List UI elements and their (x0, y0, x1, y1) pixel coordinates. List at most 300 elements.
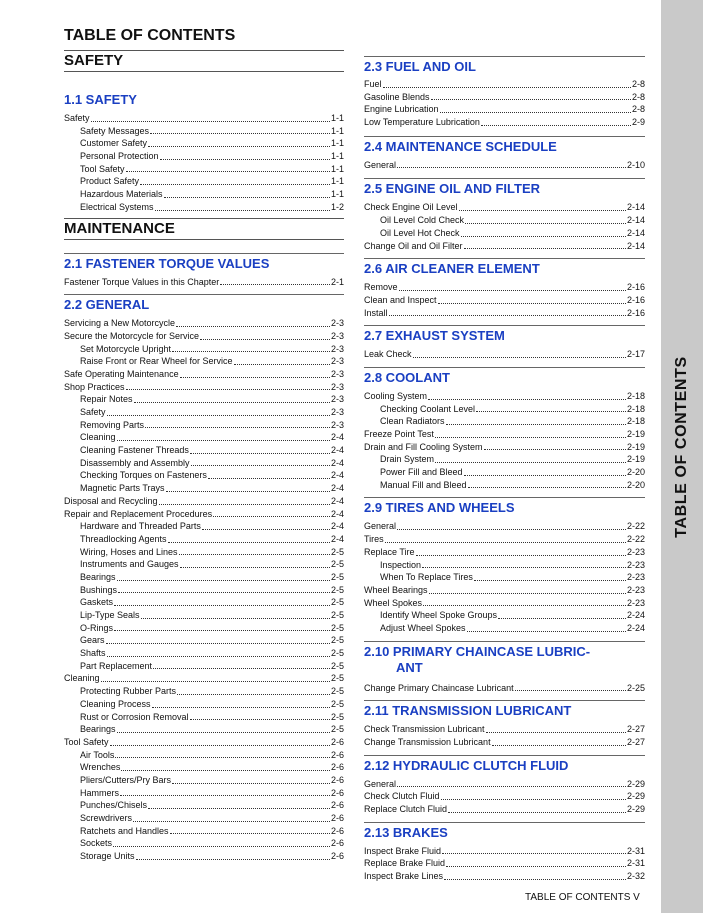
toc-entry-page: 2-8 (631, 91, 645, 102)
toc-entry[interactable] (64, 406, 344, 419)
toc-entry[interactable] (364, 227, 645, 240)
toc-entry[interactable] (64, 495, 344, 508)
toc-list-2-11 (364, 723, 645, 748)
toc-leader-dots (200, 339, 330, 340)
toc-entry-page: 2-29 (626, 791, 645, 802)
toc-entry-page: 2-18 (626, 390, 645, 401)
toc-entry-page: 2-31 (626, 845, 645, 856)
toc-entry[interactable] (364, 559, 645, 572)
toc-entry-page: 2-18 (626, 416, 645, 427)
toc-entry-page: 2-24 (626, 622, 645, 633)
toc-leader-dots (152, 707, 330, 708)
toc-entry-page: 2-4 (330, 521, 344, 532)
toc-entry-title: Set Motorcycle Upright (80, 343, 172, 354)
toc-leader-dots (486, 732, 626, 733)
toc-entry-title: Change Primary Chaincase Lubricant (364, 682, 514, 693)
toc-leader-dots (446, 424, 626, 425)
toc-entry[interactable] (64, 330, 344, 343)
toc-entry-page: 2-4 (330, 470, 344, 481)
toc-leader-dots (474, 580, 626, 581)
toc-entry-title: Secure the Motorcycle for Service (64, 330, 200, 341)
toc-entry[interactable] (364, 103, 645, 116)
toc-entry-title: Wiring, Hoses and Lines (80, 546, 178, 557)
toc-entry[interactable] (64, 672, 344, 685)
toc-entry[interactable] (364, 609, 645, 622)
toc-entry-page: 1-1 (330, 176, 344, 187)
toc-entry-page: 2-10 (626, 159, 645, 170)
toc-entry[interactable] (364, 622, 645, 635)
toc-entry-page: 2-5 (330, 571, 344, 582)
toc-entry-page: 2-20 (626, 479, 645, 490)
toc-entry-title: Gasoline Blends (364, 91, 430, 102)
toc-entry[interactable] (364, 390, 645, 403)
toc-entry[interactable] (64, 596, 344, 609)
toc-entry[interactable] (64, 749, 344, 762)
toc-entry-page: 2-6 (330, 762, 344, 773)
toc-entry-page: 2-19 (626, 454, 645, 465)
toc-entry-title: Punches/Chisels (80, 800, 148, 811)
toc-entry-title: Air Tools (80, 749, 115, 760)
toc-entry[interactable] (64, 711, 344, 724)
section-heading-label (364, 644, 590, 676)
toc-entry-page: 2-6 (330, 774, 344, 785)
toc-entry[interactable] (64, 482, 344, 495)
toc-entry[interactable] (364, 403, 645, 416)
toc-entry-title: General (364, 778, 397, 789)
toc-entry[interactable] (364, 159, 645, 172)
toc-entry[interactable] (364, 571, 645, 584)
section-heading-label: 2.12 HYDRAULIC CLUTCH FLUID (364, 757, 569, 773)
toc-entry[interactable] (64, 125, 344, 138)
toc-list-2-13 (364, 845, 645, 883)
toc-leader-dots (140, 184, 330, 185)
toc-entry-title: Install (364, 307, 388, 318)
toc-entry-title: Inspection (380, 559, 422, 570)
toc-entry[interactable] (364, 214, 645, 227)
toc-entry[interactable] (364, 790, 645, 803)
toc-entry-title: Disassembly and Assembly (80, 457, 190, 468)
toc-entry-title: Tool Safety (64, 736, 109, 747)
toc-leader-dots (515, 690, 626, 691)
toc-entry-title: Fuel (364, 79, 382, 89)
toc-entry-page: 1-1 (330, 125, 344, 136)
toc-entry[interactable] (364, 201, 645, 214)
section-heading-line1: 2.10 PRIMARY CHAINCASE LUBRIC- (364, 643, 591, 659)
toc-entry[interactable] (64, 112, 344, 125)
toc-entry-page: 2-23 (626, 597, 645, 608)
toc-entry[interactable] (64, 837, 344, 850)
toc-entry[interactable] (64, 175, 344, 188)
toc-entry-title: Tires (364, 534, 384, 545)
toc-entry[interactable] (64, 343, 344, 356)
toc-leader-dots (126, 171, 330, 172)
toc-entry-title: Removing Parts (80, 419, 145, 430)
toc-leader-dots (133, 821, 330, 822)
toc-entry[interactable] (64, 137, 344, 150)
toc-leader-dots (166, 491, 330, 492)
toc-entry-title: Cleaning Fastener Threads (80, 445, 189, 456)
toc-leader-dots (155, 210, 330, 211)
toc-leader-dots (101, 681, 330, 682)
toc-leader-dots (110, 745, 330, 746)
section-heading-line2: ANT (396, 659, 423, 675)
toc-leader-dots (168, 542, 330, 543)
toc-leader-dots (148, 146, 330, 147)
toc-entry[interactable] (364, 116, 645, 129)
toc-entry[interactable] (64, 622, 344, 635)
toc-entry[interactable] (64, 419, 344, 432)
toc-leader-dots (435, 437, 626, 438)
toc-leader-dots (429, 593, 626, 594)
toc-entry-page: 2-5 (330, 597, 344, 608)
section-heading-2-1 (64, 253, 344, 270)
section-heading-label: 2.7 EXHAUST SYSTEM (364, 328, 505, 344)
toc-entry-page: 2-5 (330, 635, 344, 646)
toc-entry-page: 2-24 (626, 610, 645, 621)
toc-entry-page: 2-6 (330, 787, 344, 798)
toc-entry[interactable] (64, 736, 344, 749)
section-heading-2-9 (364, 497, 645, 514)
toc-leader-dots (141, 618, 330, 619)
toc-list-1-1 (64, 112, 344, 214)
toc-entry-title: Hazardous Materials (80, 189, 163, 200)
toc-entry-title: Power Fill and Bleed (380, 467, 463, 478)
toc-leader-dots (172, 783, 330, 784)
toc-entry[interactable] (64, 660, 344, 673)
toc-entry[interactable] (364, 466, 645, 479)
toc-entry-page: 2-4 (330, 483, 344, 494)
toc-entry-page: 2-32 (626, 871, 645, 882)
toc-entry-title: Adjust Wheel Spokes (380, 622, 466, 633)
toc-entry-page: 2-9 (631, 117, 645, 128)
section-heading-2-7 (364, 325, 645, 342)
toc-leader-dots (117, 440, 330, 441)
toc-entry[interactable] (64, 634, 344, 647)
toc-leader-dots (120, 795, 330, 796)
toc-entry[interactable] (64, 457, 344, 470)
toc-entry-page: 1-1 (330, 138, 344, 149)
toc-entry[interactable] (364, 682, 645, 695)
page-title: TABLE OF CONTENTS (64, 27, 236, 44)
toc-entry-title: Fastener Torque Values in this Chapter (64, 276, 220, 287)
toc-entry-title: Change Transmission Lubricant (364, 737, 491, 747)
toc-leader-dots (397, 786, 626, 787)
toc-entry-title: Part Replacement (80, 660, 153, 671)
section-heading-label: 2.9 TIRES AND WHEELS (364, 500, 515, 516)
toc-entry-page: 2-14 (626, 240, 645, 251)
section-heading-label: 2.3 FUEL AND OIL (364, 59, 476, 74)
section-heading-label: 2.4 MAINTENANCE SCHEDULE (364, 138, 557, 154)
toc-entry[interactable] (64, 368, 344, 381)
toc-entry-page: 2-19 (626, 429, 645, 439)
toc-entry-page: 2-6 (330, 838, 344, 849)
toc-entry-page: 2-14 (626, 227, 645, 238)
toc-leader-dots (136, 859, 330, 860)
toc-entry-page: 2-5 (330, 686, 344, 697)
toc-entry[interactable] (364, 584, 645, 597)
toc-entry[interactable] (364, 803, 645, 816)
toc-leader-dots (150, 133, 330, 134)
toc-entry-title: Oil Level Hot Check (380, 227, 460, 238)
toc-entry[interactable] (64, 546, 344, 559)
toc-entry-page: 1-1 (330, 113, 344, 123)
toc-list-2-12 (364, 778, 645, 816)
toc-entry-page: 1-1 (330, 189, 344, 200)
toc-leader-dots (397, 167, 626, 168)
toc-entry[interactable] (64, 647, 344, 660)
toc-entry-title: Clean Radiators (380, 416, 445, 427)
toc-entry-title: General (364, 521, 397, 532)
toc-entry-page: 2-8 (631, 79, 645, 89)
toc-leader-dots (498, 618, 626, 619)
toc-leader-dots (121, 770, 330, 771)
toc-entry-title: Ratchets and Handles (80, 825, 169, 836)
toc-leader-dots (468, 487, 626, 488)
toc-entry-title: Wheel Spokes (364, 597, 423, 608)
toc-entry[interactable] (64, 685, 344, 698)
toc-entry-title: Safety Messages (80, 125, 150, 136)
toc-leader-dots (107, 415, 330, 416)
toc-entry[interactable] (64, 520, 344, 533)
toc-entry[interactable] (364, 91, 645, 104)
toc-leader-dots (431, 99, 631, 100)
toc-leader-dots (444, 879, 626, 880)
toc-entry-title: Inspect Brake Lines (364, 871, 444, 882)
toc-entry-title: Pliers/Cutters/Pry Bars (80, 774, 172, 785)
toc-entry[interactable] (364, 845, 645, 858)
toc-entry-page: 2-22 (626, 521, 645, 532)
toc-entry[interactable] (64, 469, 344, 482)
toc-entry-page: 2-6 (330, 736, 344, 747)
toc-entry[interactable] (64, 355, 344, 368)
toc-entry-page: 2-3 (330, 356, 344, 367)
toc-entry-page: 2-4 (330, 457, 344, 468)
toc-entry[interactable] (64, 431, 344, 444)
toc-entry[interactable] (64, 163, 344, 176)
toc-entry[interactable] (64, 723, 344, 736)
section-heading-label: 2.11 TRANSMISSION LUBRICANT (364, 703, 572, 719)
toc-entry-title: Cleaning Process (80, 698, 151, 709)
section-heading-label: 2.5 ENGINE OIL AND FILTER (364, 181, 541, 197)
toc-entry-title: Cleaning (80, 432, 116, 443)
toc-entry[interactable] (64, 444, 344, 457)
toc-entry-page: 2-3 (330, 330, 344, 341)
toc-leader-dots (208, 478, 330, 479)
toc-entry[interactable] (364, 597, 645, 610)
toc-leader-dots (416, 555, 626, 556)
section-heading-label: 1.1 SAFETY (64, 92, 137, 107)
toc-entry[interactable] (64, 188, 344, 201)
toc-entry-page: 2-23 (626, 546, 645, 557)
toc-entry-page: 2-23 (626, 559, 645, 570)
toc-leader-dots (440, 112, 631, 113)
toc-entry-title: Identify Wheel Spoke Groups (380, 610, 498, 621)
toc-entry-title: Sockets (80, 838, 113, 849)
toc-entry[interactable] (64, 799, 344, 812)
toc-entry-title: Product Safety (80, 176, 140, 187)
toc-entry-title: Bearings (80, 571, 116, 582)
toc-entry-title: Replace Tire (364, 546, 415, 557)
toc-entry[interactable] (64, 787, 344, 800)
toc-leader-dots (106, 643, 330, 644)
toc-entry[interactable] (64, 774, 344, 787)
toc-entry-page: 2-5 (330, 622, 344, 633)
toc-entry[interactable] (64, 150, 344, 163)
toc-entry[interactable] (64, 381, 344, 394)
toc-entry-page: 2-27 (626, 737, 645, 747)
toc-entry[interactable] (364, 307, 645, 320)
toc-entry[interactable] (64, 533, 344, 546)
toc-entry-page: 2-5 (330, 610, 344, 620)
toc-entry-title: Low Temperature Lubrication (364, 117, 480, 128)
toc-entry[interactable] (64, 393, 344, 406)
toc-leader-dots (126, 389, 330, 390)
toc-entry-title: Wrenches (80, 762, 121, 773)
toc-leader-dots (153, 668, 330, 669)
toc-leader-dots (190, 453, 330, 454)
toc-entry-page: 2-6 (330, 749, 344, 760)
toc-entry[interactable] (364, 520, 645, 533)
toc-entry[interactable] (364, 415, 645, 428)
toc-entry[interactable] (64, 201, 344, 214)
toc-entry-title: Hammers (80, 787, 120, 798)
toc-leader-dots (118, 592, 330, 593)
toc-leader-dots (134, 402, 330, 403)
toc-entry-title: Customer Safety (80, 138, 148, 149)
toc-entry-page: 2-4 (330, 432, 344, 443)
toc-entry[interactable] (64, 812, 344, 825)
toc-entry-page: 2-5 (330, 648, 344, 659)
toc-leader-dots (442, 853, 626, 854)
toc-leader-dots (481, 125, 631, 126)
toc-entry[interactable] (364, 533, 645, 546)
toc-entry[interactable] (364, 479, 645, 492)
toc-leader-dots (467, 631, 626, 632)
toc-entry[interactable] (364, 78, 645, 91)
toc-entry[interactable] (364, 870, 645, 883)
toc-entry[interactable] (64, 825, 344, 838)
toc-entry[interactable] (64, 276, 344, 289)
toc-entry-title: Bearings (80, 724, 116, 735)
toc-entry[interactable] (64, 317, 344, 330)
toc-entry[interactable] (364, 441, 645, 454)
toc-leader-dots (170, 833, 330, 834)
chapter-heading-label: SAFETY (64, 52, 124, 69)
toc-entry-title: Clean and Inspect (364, 294, 437, 305)
toc-entry-title: Servicing a New Motorcycle (64, 318, 176, 329)
toc-leader-dots (461, 236, 626, 237)
toc-entry-title: Bushings (80, 584, 118, 595)
toc-entry-title: Inspect Brake Fluid (364, 845, 442, 856)
toc-entry-title: Remove (364, 282, 398, 293)
toc-entry-title: Shop Practices (64, 381, 125, 392)
toc-entry-title: Electrical Systems (80, 201, 154, 212)
toc-entry-page: 1-1 (330, 163, 344, 174)
toc-entry-title: Engine Lubrication (364, 104, 439, 115)
section-heading-2-10 (364, 641, 645, 676)
toc-leader-dots (399, 290, 626, 291)
toc-entry[interactable] (364, 294, 645, 307)
toc-leader-dots (465, 223, 626, 224)
toc-entry-title: Repair and Replacement Procedures (64, 508, 213, 519)
toc-entry[interactable] (364, 281, 645, 294)
toc-entry[interactable] (364, 428, 645, 441)
toc-leader-dots (179, 554, 330, 555)
toc-leader-dots (397, 529, 626, 530)
toc-entry-page: 2-19 (626, 441, 645, 452)
section-heading-2-8 (364, 367, 645, 384)
toc-entry-title: Personal Protection (80, 151, 159, 162)
toc-entry[interactable] (364, 857, 645, 870)
toc-entry[interactable] (364, 736, 645, 749)
toc-entry-title: Drain and Fill Cooling System (364, 441, 483, 452)
toc-entry-title: Cooling System (364, 390, 428, 401)
toc-entry-title: Raise Front or Rear Wheel for Service (80, 356, 233, 367)
toc-leader-dots (441, 799, 626, 800)
toc-leader-dots (383, 87, 631, 88)
toc-leader-dots (464, 248, 626, 249)
toc-entry[interactable] (64, 558, 344, 571)
toc-entry-page: 2-5 (330, 546, 344, 557)
toc-leader-dots (115, 757, 330, 758)
toc-leader-dots (202, 529, 330, 530)
toc-list-2-3 (364, 78, 645, 129)
toc-leader-dots (438, 303, 626, 304)
toc-entry-title: When To Replace Tires (380, 572, 473, 583)
toc-entry-title: Checking Torques on Fasteners (80, 470, 207, 481)
toc-entry[interactable] (364, 778, 645, 791)
toc-entry[interactable] (64, 609, 344, 622)
toc-entry[interactable] (364, 546, 645, 559)
toc-entry[interactable] (64, 571, 344, 584)
toc-entry[interactable] (64, 508, 344, 521)
toc-entry-title: Safe Operating Maintenance (64, 368, 179, 379)
toc-entry-title: Protecting Rubber Parts (80, 686, 177, 697)
toc-entry-title: Magnetic Parts Trays (80, 483, 165, 494)
toc-entry-title: Checking Coolant Level (380, 403, 476, 414)
toc-list-2-8 (364, 390, 645, 492)
toc-entry[interactable] (364, 348, 645, 361)
section-heading-2-13 (364, 822, 645, 839)
toc-entry[interactable] (64, 761, 344, 774)
section-heading-2-3 (364, 56, 645, 73)
toc-entry[interactable] (64, 584, 344, 597)
toc-entry[interactable] (64, 698, 344, 711)
toc-entry[interactable] (364, 723, 645, 736)
toc-entry-page: 2-3 (330, 343, 344, 354)
toc-entry-page: 2-4 (330, 495, 344, 506)
toc-entry-page: 2-18 (626, 403, 645, 414)
toc-entry[interactable] (364, 453, 645, 466)
toc-entry-page: 2-5 (330, 711, 344, 722)
toc-entry-title: Replace Brake Fluid (364, 858, 446, 869)
toc-entry-page: 2-6 (330, 813, 344, 823)
toc-list-2-7 (364, 348, 645, 361)
toc-leader-dots (177, 694, 330, 695)
toc-entry-page: 2-14 (626, 215, 645, 226)
toc-entry-page: 2-4 (330, 445, 344, 456)
toc-entry[interactable] (364, 240, 645, 253)
toc-entry-page: 2-14 (626, 202, 645, 213)
toc-list-2-5 (364, 201, 645, 252)
toc-entry-title: Storage Units (80, 851, 135, 862)
toc-leader-dots (459, 210, 626, 211)
toc-entry[interactable] (64, 850, 344, 863)
section-heading-1-1 (64, 90, 344, 106)
toc-entry-title: Screwdrivers (80, 813, 133, 823)
toc-entry-page: 2-8 (631, 104, 645, 115)
toc-entry-page: 2-16 (626, 307, 645, 318)
